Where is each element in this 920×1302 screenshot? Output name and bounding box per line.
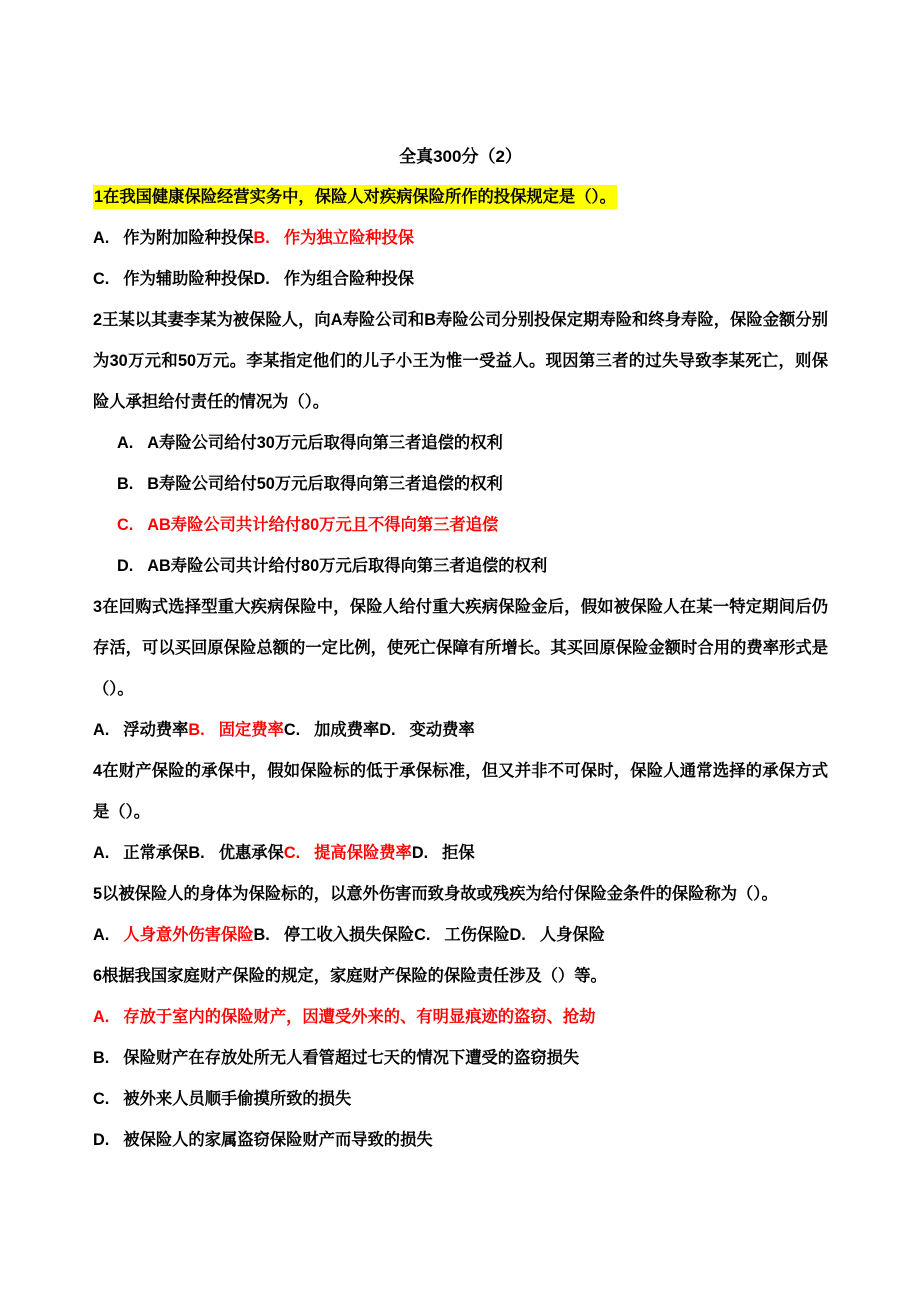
option-text: 保险财产在存放处所无人看管超过七天的情况下遭受的盗窃损失 [123,1049,580,1067]
option-text: B寿险公司给付50万元后取得向第三者追偿的权利 [147,475,503,493]
option-label: A. [93,1008,110,1026]
option-label: C. [283,721,301,739]
option-text: 作为组合险种投保 [283,270,415,288]
question-2-stem-text: 2王某以其妻李某为被保险人，向A寿险公司和B寿险公司分别投保定期寿险和终身寿险，保险金额分别为30万元和50万元。李某指定他们的儿子小王为惟一受益人。现因第三者的过失导致李某死亡，则保险人承担给付责任的情况为（）。 [93,311,828,411]
option-label: B. [188,721,205,739]
question-5-stem-text: 5以被保险人的身体为保险标的，以意外伤害而致身故或残疾为给付保险金条件的保险称为（）。 [93,885,778,903]
question-3-stem-text: 3在回购式选择型重大疾病保险中，保险人给付重大疾病保险金后，假如被保险人在某一特定期间后仍存活，可以买回原保险总额的一定比例，使死亡保障有所增长。其买回原保险金额时合用的费率形式是（）。 [93,598,828,698]
option-label: A. [93,721,110,739]
option-label: D. [253,270,270,288]
option-label: D. [509,926,526,944]
option-label: A. [117,434,134,452]
question-5-options-row [93,915,828,956]
option-label: A. [93,926,110,944]
option-text: 存放于室内的保险财产，因遭受外来的、有明显痕迹的盗窃、抢劫 [123,1008,596,1026]
option-text: 作为辅助险种投保 [123,270,254,288]
question-2-option-c [93,505,828,546]
option-text: AB寿险公司共计给付80万元且不得向第三者追偿 [147,516,499,534]
option-label: B. [188,844,205,862]
option-text: 被外来人员顺手偷摸所致的损失 [123,1090,352,1108]
option-text: 作为附加险种投保 [123,229,254,247]
page-title-text: 全真300分（2） [399,147,522,166]
option-text: 优惠承保 [218,844,284,862]
question-6-option-a [93,997,828,1038]
option-text: 变动费率 [409,721,475,739]
question-2-option-b [93,464,828,505]
option-text: 人身意外伤害保险 [123,926,254,944]
option-label: A. [93,844,110,862]
question-2-option-d [93,546,828,587]
option-label: A. [93,229,110,247]
option-text: 浮动费率 [123,721,189,739]
option-label: C. [283,844,301,862]
option-text: 被保险人的家属盗窃保险财产而导致的损失 [123,1131,433,1149]
question-6-option-c [93,1079,828,1120]
question-3-options-row [93,710,828,751]
option-label: D. [411,844,429,862]
option-label: C. [93,270,110,288]
question-6-stem-text: 6根据我国家庭财产保险的规定，家庭财产保险的保险责任涉及（）等。 [93,967,607,985]
option-text: 停工收入损失保险 [283,926,415,944]
option-text: 作为独立险种投保 [283,229,415,247]
page-title [93,136,828,177]
option-label: B. [253,229,270,247]
question-6-option-b [93,1038,828,1079]
option-text: 正常承保 [123,844,189,862]
option-text: 人身保险 [539,926,605,944]
option-label: B. [253,926,270,944]
option-label: C. [414,926,431,944]
option-label: D. [379,721,396,739]
question-1-options-row-cd [93,259,828,300]
question-1-stem [93,177,828,218]
option-label: B. [117,475,134,493]
option-text: 提高保险费率 [314,844,412,862]
option-text: 固定费率 [218,721,284,739]
option-label: B. [93,1049,110,1067]
option-label: D. [93,1131,110,1149]
option-text: A寿险公司给付30万元后取得向第三者追偿的权利 [147,434,503,452]
question-4-stem [93,751,828,833]
option-text: AB寿险公司共计给付80万元后取得向第三者追偿的权利 [147,557,548,575]
question-4-stem-text: 4在财产保险的承保中，假如保险标的低于承保标准，但又并非不可保时，保险人通常选择的承保方式是（）。 [93,762,828,821]
question-2-option-a [93,423,828,464]
question-1-options-row-ab [93,218,828,259]
question-4-options-row [93,833,828,874]
option-label: D. [117,557,134,575]
question-2-stem [93,300,828,423]
option-text: 工伤保险 [444,926,510,944]
option-label: C. [93,1090,110,1108]
question-1-stem-highlighted-text: 1在我国健康保险经营实务中，保险人对疾病保险所作的投保规定是（）。 [93,185,617,209]
question-6-option-d [93,1120,828,1161]
question-6-stem [93,956,828,997]
question-5-stem [93,874,828,915]
option-label: C. [117,516,134,534]
option-text: 拒保 [442,844,475,862]
option-text: 加成费率 [314,721,380,739]
question-3-stem [93,587,828,710]
